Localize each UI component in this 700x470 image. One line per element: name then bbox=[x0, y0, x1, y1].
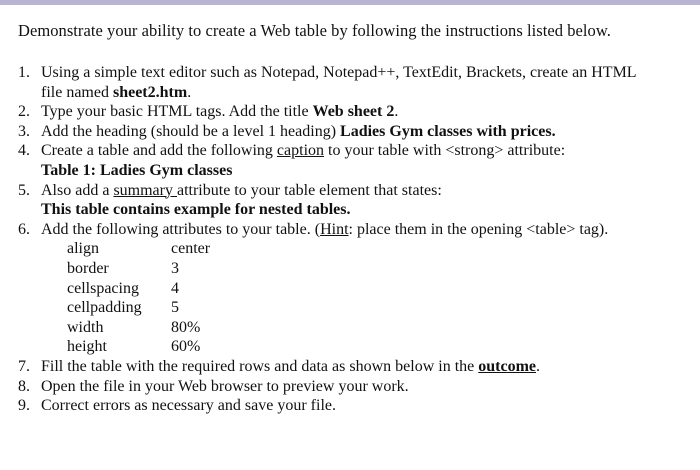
step-6-line-1 bbox=[41, 220, 700, 240]
step-4-line-1 bbox=[41, 141, 700, 161]
attribute-value: 4 bbox=[171, 279, 179, 297]
attribute-name: align bbox=[67, 240, 99, 258]
step-text: Create a table and add the following bbox=[41, 142, 277, 160]
caption-value: Table 1: Ladies Gym classes bbox=[41, 161, 233, 179]
attribute-row bbox=[67, 259, 210, 279]
attribute-value: center bbox=[171, 240, 211, 258]
step-number: 7. bbox=[18, 357, 30, 375]
attribute-row bbox=[67, 318, 210, 338]
summary-term: summary bbox=[113, 181, 177, 199]
step-text: Open the file in your Web browser to preview your work. bbox=[41, 377, 409, 395]
attribute-row bbox=[67, 298, 210, 318]
attribute-value: 5 bbox=[171, 299, 179, 317]
file-name: sheet2.htm bbox=[112, 83, 188, 101]
attribute-name: cellspacing bbox=[67, 279, 139, 297]
instruction-step-8 bbox=[0, 377, 700, 397]
step-number: 6. bbox=[18, 220, 30, 238]
hint-term: Hint bbox=[320, 220, 349, 238]
instruction-step-6 bbox=[0, 220, 700, 357]
caption-term: caption bbox=[276, 142, 325, 160]
attribute-value: 3 bbox=[171, 259, 179, 277]
instruction-step-7 bbox=[0, 357, 700, 377]
punctuation: . bbox=[394, 103, 399, 121]
attribute-row bbox=[67, 279, 210, 299]
attribute-value: 60% bbox=[171, 338, 201, 356]
punctuation: . bbox=[536, 357, 540, 375]
attribute-row bbox=[67, 337, 210, 357]
outcome-term: outcome bbox=[478, 357, 536, 375]
instruction-list bbox=[0, 63, 700, 416]
intro-paragraph: Demonstrate your ability to create a Web table by following the instructions listed below. bbox=[18, 21, 611, 40]
step-number: 4. bbox=[18, 142, 30, 160]
step-number: 3. bbox=[18, 122, 30, 140]
step-text: Type your basic HTML tags. Add the title bbox=[41, 103, 313, 121]
instruction-step-4 bbox=[0, 141, 700, 180]
document-page bbox=[0, 5, 700, 470]
summary-value: This table contains example for nested tables. bbox=[41, 201, 351, 219]
step-number: 1. bbox=[18, 64, 30, 81]
instruction-step-1 bbox=[0, 63, 700, 102]
step-text: : place them in the opening <table> tag). bbox=[348, 220, 609, 238]
attribute-name: border bbox=[67, 259, 109, 277]
step-5-line-1 bbox=[41, 181, 700, 201]
step-text: to your table with <strong> attribute: bbox=[324, 142, 566, 160]
step-text: Correct errors as necessary and save your file. bbox=[41, 397, 336, 415]
instruction-step-9 bbox=[0, 396, 700, 416]
attribute-value: 80% bbox=[171, 318, 201, 336]
attribute-name: height bbox=[67, 338, 107, 356]
step-number: 9. bbox=[18, 397, 30, 415]
step-text: Add the heading (should be a level 1 heading) bbox=[41, 122, 341, 140]
attribute-row bbox=[67, 239, 210, 259]
step-number: 8. bbox=[18, 377, 30, 395]
step-text: file named bbox=[41, 83, 113, 101]
attribute-name: cellpadding bbox=[67, 299, 142, 317]
step-text: attribute to your table element that states: bbox=[176, 181, 442, 199]
step-number: 2. bbox=[18, 103, 30, 121]
step-text: Fill the table with the required rows and data as shown below in the bbox=[41, 357, 479, 375]
step-number: 5. bbox=[18, 181, 30, 199]
instruction-step-5 bbox=[0, 181, 700, 220]
step-1-line-1: Using a simple text editor such as Notepad, Notepad++, TextEdit, Brackets, create an HTML bbox=[41, 64, 637, 81]
step-text: Add the following attributes to your table. ( bbox=[41, 220, 321, 238]
instruction-step-2 bbox=[0, 102, 700, 122]
heading-value: Ladies Gym classes with prices. bbox=[340, 122, 556, 140]
page-title-value: Web sheet 2 bbox=[312, 103, 395, 121]
instruction-step-3 bbox=[0, 122, 700, 142]
attribute-name: width bbox=[67, 318, 104, 336]
step-1-line-2 bbox=[41, 83, 700, 103]
step-text: Also add a bbox=[41, 181, 114, 199]
attribute-table bbox=[67, 239, 210, 357]
punctuation: . bbox=[187, 83, 192, 101]
